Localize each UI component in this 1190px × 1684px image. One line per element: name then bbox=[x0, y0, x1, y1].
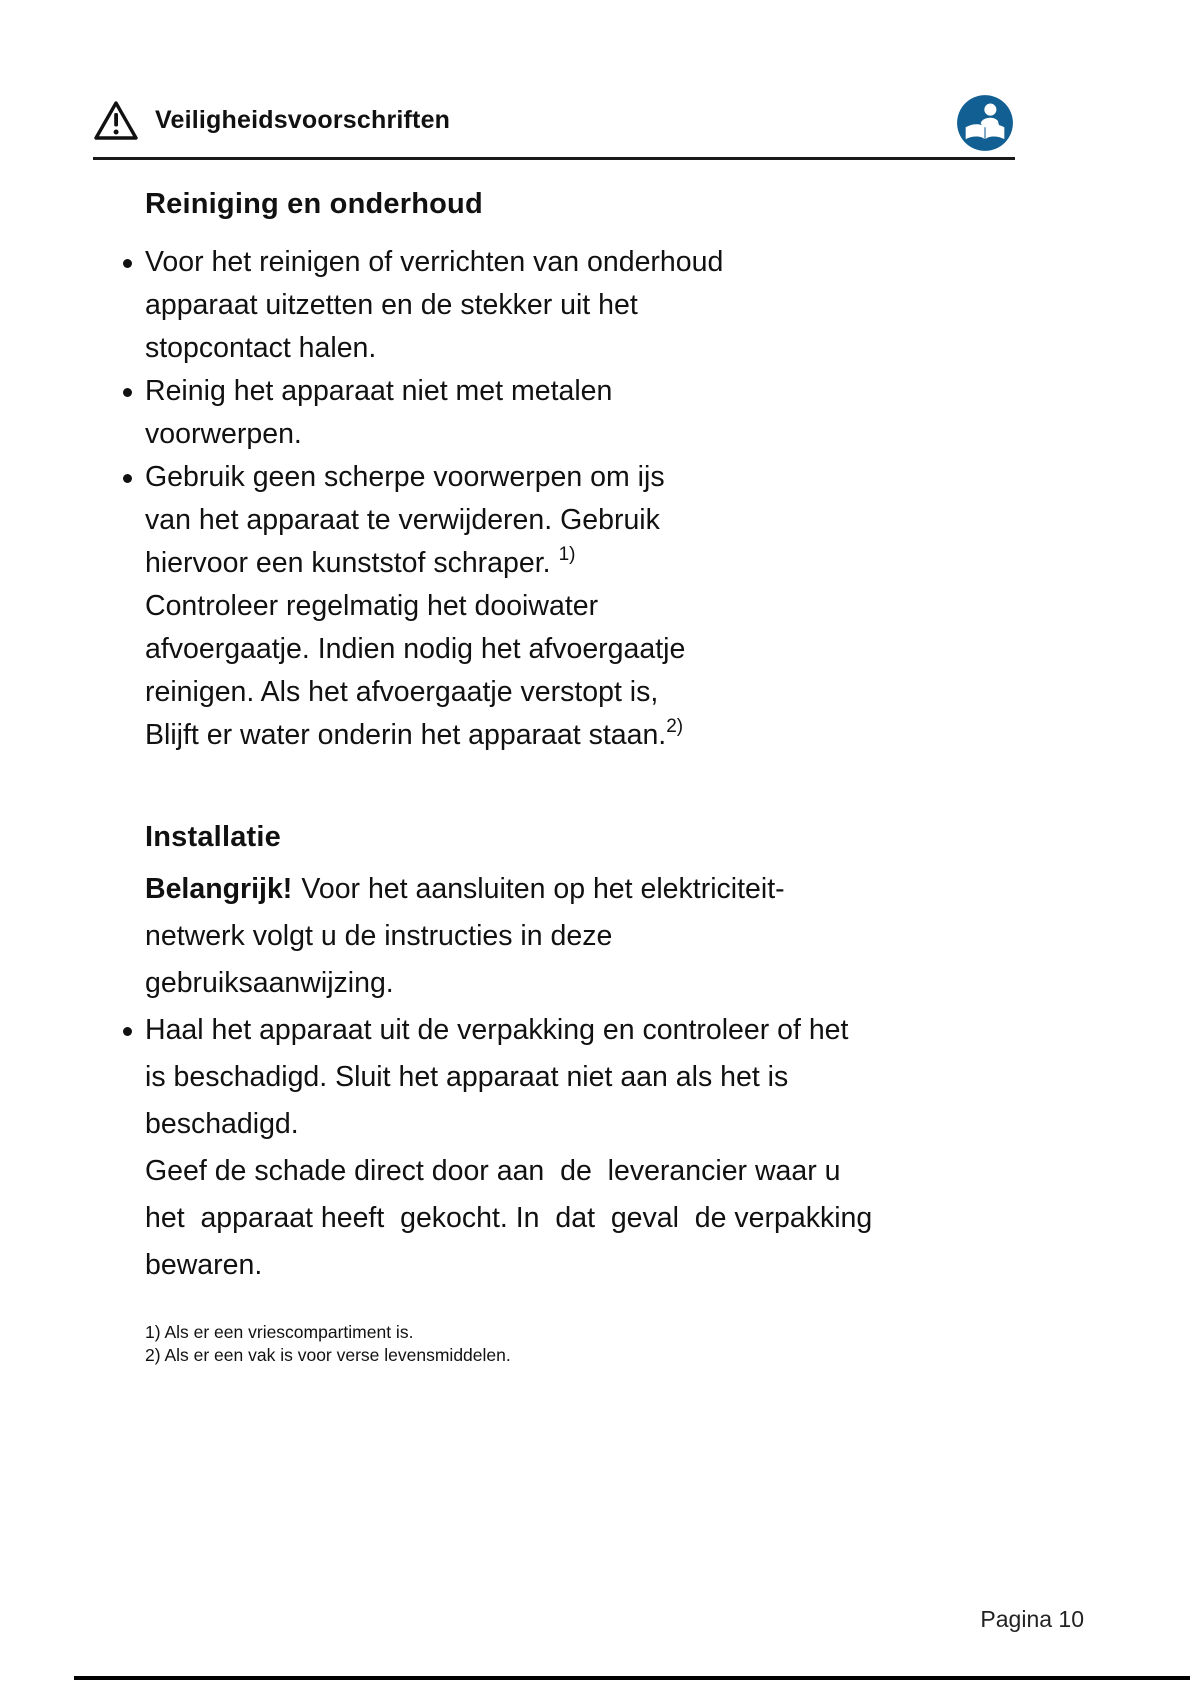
footnote-reference: 2) bbox=[666, 716, 684, 737]
text-line: Reinig het apparaat niet met metalen bbox=[145, 375, 613, 407]
section-heading: Reiniging en onderhoud bbox=[145, 188, 483, 220]
text-segment: Blijft er water onderin het apparaat staan. bbox=[145, 719, 667, 751]
text-line: Gebruik geen scherpe voorwerpen om ijs bbox=[145, 461, 665, 493]
text-line: Geef de schade direct door aan de leverancier waar u bbox=[145, 1155, 841, 1187]
page-number: Pagina 10 bbox=[980, 1606, 1084, 1632]
text-line: bewaren. bbox=[145, 1249, 263, 1281]
text-segment: hiervoor een kunststof schraper. bbox=[145, 547, 551, 579]
text-line bbox=[95, 866, 1055, 913]
text-line: afvoergaatje. Indien nodig het afvoergaatje bbox=[145, 633, 686, 665]
text-line: apparaat uitzetten en de stekker uit het bbox=[145, 289, 638, 321]
text-line: van het apparaat te verwijderen. Gebruik bbox=[145, 504, 660, 536]
read-manual-icon bbox=[956, 94, 1014, 152]
list-item bbox=[95, 370, 1055, 456]
text-line: is beschadigd. Sluit het apparaat niet aan als het is bbox=[145, 1061, 789, 1093]
list-item bbox=[95, 241, 1055, 370]
text-line: Controleer regelmatig het dooiwater bbox=[145, 590, 599, 622]
text-line bbox=[95, 542, 1055, 585]
text-line: beschadigd. bbox=[145, 1108, 299, 1140]
text-line: reinigen. Als het afvoergaatje verstopt is, bbox=[145, 676, 659, 708]
section-heading: Installatie bbox=[145, 821, 281, 853]
text-line bbox=[95, 714, 1055, 757]
page-header bbox=[93, 100, 1015, 160]
footnote: 1) Als er een vriescompartiment is. bbox=[145, 1322, 414, 1342]
text-line: netwerk volgt u de instructies in deze bbox=[145, 920, 613, 952]
footnote-reference: 1) bbox=[558, 544, 576, 565]
paragraph bbox=[95, 585, 1055, 757]
text-line: gebruiksaanwijzing. bbox=[145, 967, 394, 999]
paragraph bbox=[95, 1148, 1055, 1289]
text-segment: Voor het aansluiten op het elektriciteit- bbox=[301, 873, 785, 905]
text-line: het apparaat heeft gekocht. In dat geval de verpakking bbox=[145, 1202, 873, 1234]
bullet-marker bbox=[123, 474, 132, 483]
text-line: Haal het apparaat uit de verpakking en controleer of het bbox=[145, 1014, 849, 1046]
footer-rule bbox=[74, 1676, 1190, 1680]
footnotes bbox=[145, 1321, 1055, 1367]
section-installation bbox=[95, 821, 1055, 1289]
bullet-marker bbox=[123, 259, 132, 268]
list-item bbox=[95, 456, 1055, 585]
list-item bbox=[95, 1007, 1055, 1148]
footnote: 2) Als er een vak is voor verse levensmiddelen. bbox=[145, 1345, 511, 1365]
paragraph bbox=[95, 866, 1055, 1007]
page-title: Veiligheidsvoorschriften bbox=[155, 106, 451, 134]
document-body bbox=[95, 188, 1055, 1367]
bullet-marker bbox=[123, 388, 132, 397]
bullet-marker bbox=[123, 1027, 132, 1036]
section-cleaning bbox=[95, 188, 1055, 757]
text-line: voorwerpen. bbox=[145, 418, 302, 450]
important-label: Belangrijk! bbox=[145, 873, 293, 905]
text-line: stopcontact halen. bbox=[145, 332, 377, 364]
warning-triangle-icon bbox=[93, 100, 139, 141]
text-line: Voor het reinigen of verrichten van onderhoud bbox=[145, 246, 724, 278]
